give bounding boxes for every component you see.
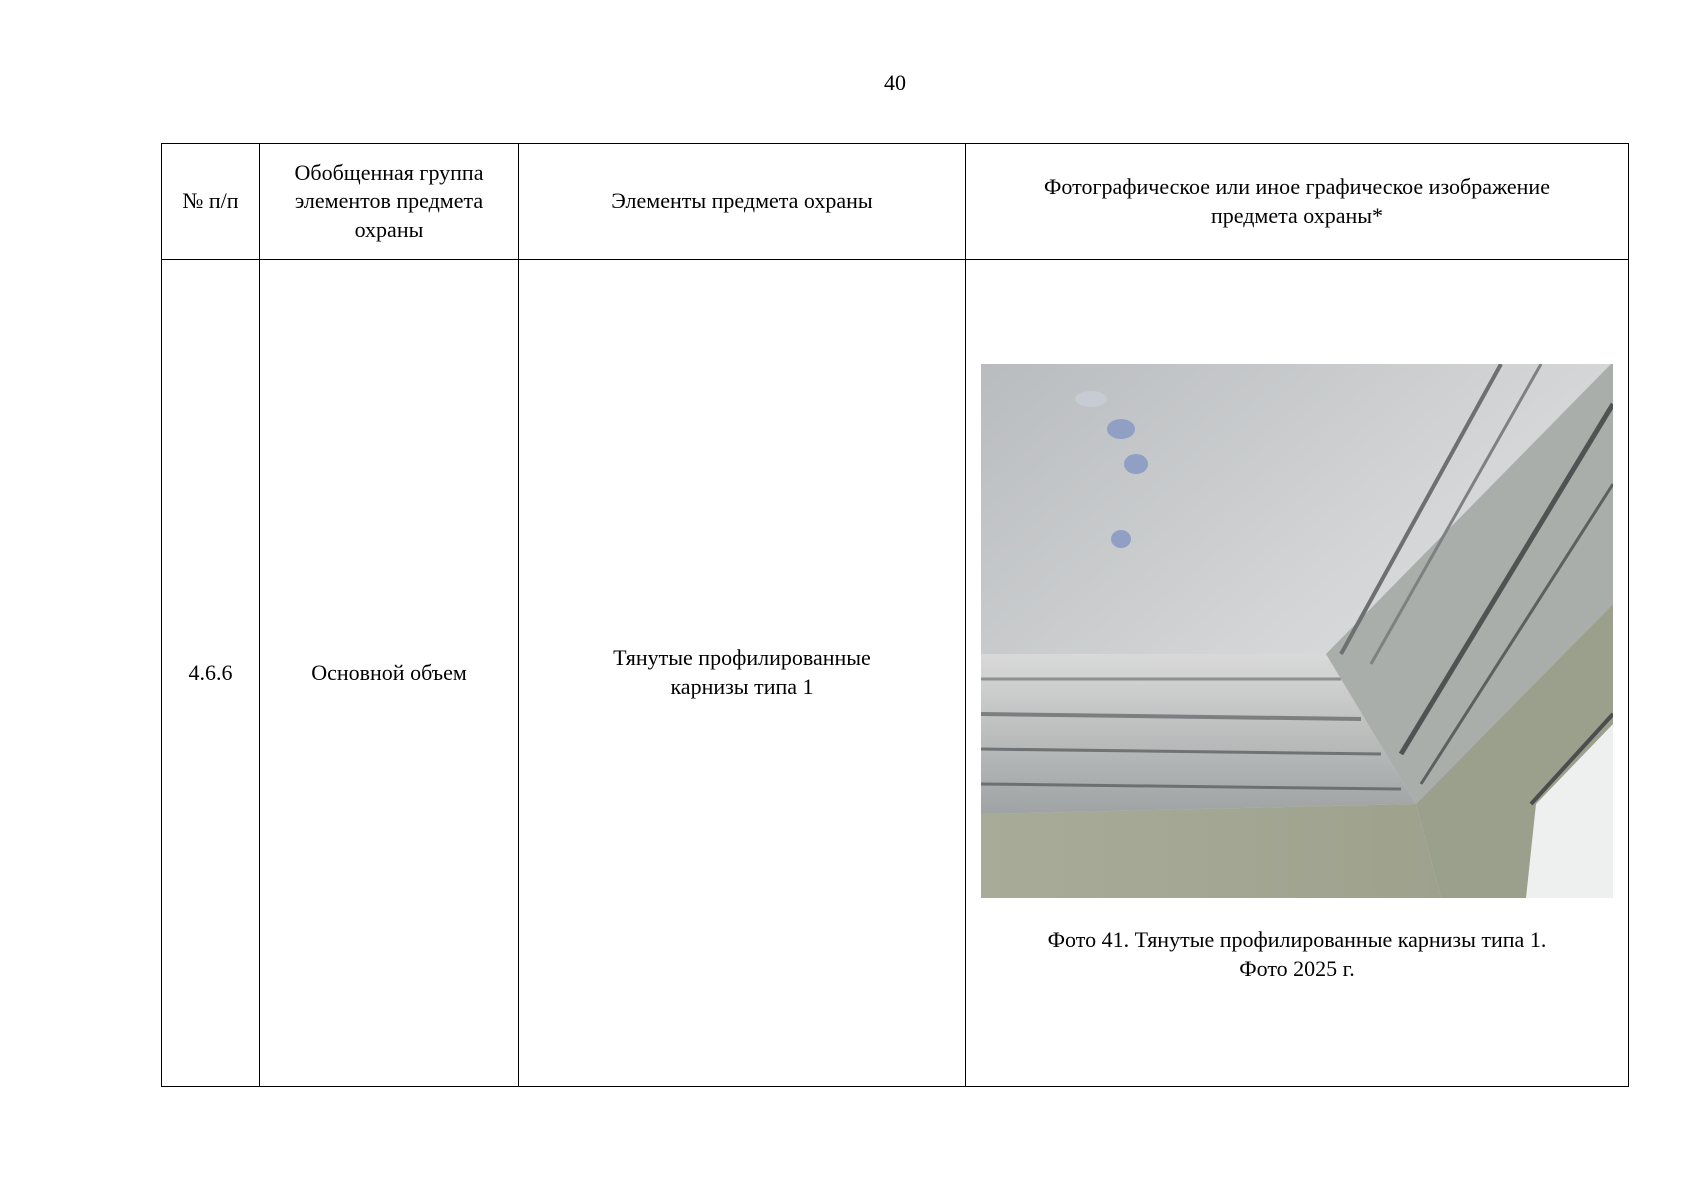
header-number: № п/п [162, 144, 260, 260]
row-element: Тянутые профилированные карнизы типа 1 [519, 260, 966, 1087]
header-elements: Элементы предмета охраны [519, 144, 966, 260]
header-group: Обобщенная группа элементов предмета охраны [260, 144, 519, 260]
header-image: Фотографическое или иное графическое изображение предмета охраны* [966, 144, 1629, 260]
row-image-cell [966, 260, 1629, 1087]
cornice-photo [981, 364, 1613, 898]
row-group: Основной объем [260, 260, 519, 1087]
page-number: 40 [884, 70, 906, 95]
protection-subject-table [161, 143, 1629, 1087]
row-number: 4.6.6 [162, 260, 260, 1087]
table-header-row [162, 144, 1629, 260]
cornice-photo-image [981, 364, 1613, 898]
photo-caption-line1: Фото 41. Тянутые профилированные карнизы типа 1. [1047, 927, 1547, 952]
photo-caption-line2: Фото 2025 г. [1239, 955, 1355, 981]
table-row [162, 260, 1629, 1087]
photo-caption [966, 926, 1628, 983]
